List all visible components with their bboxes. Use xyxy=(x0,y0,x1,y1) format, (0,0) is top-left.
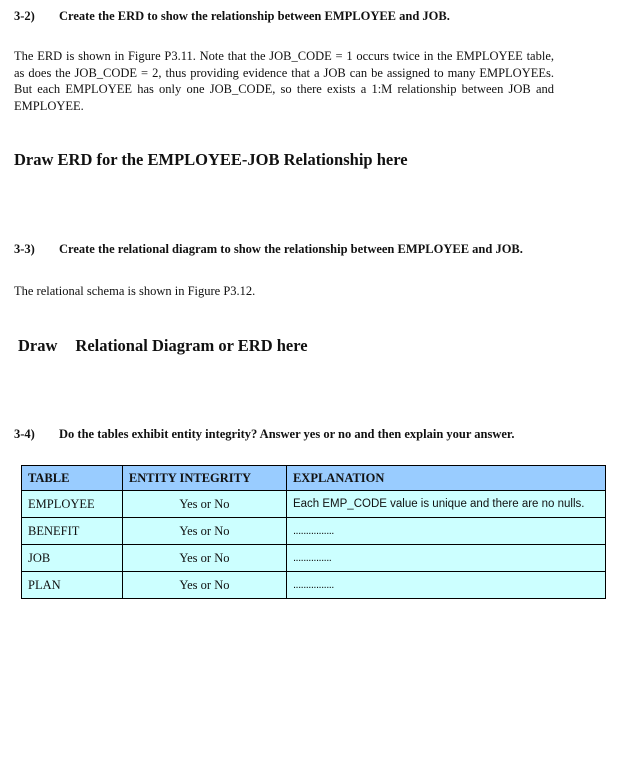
table-row xyxy=(22,545,606,572)
explanation-cell: ............... xyxy=(286,545,605,572)
explanation-cell: Each EMP_CODE value is unique and there are no nulls. xyxy=(286,491,605,518)
question-title-3-3: Create the relational diagram to show the relationship between EMPLOYEE and JOB. xyxy=(59,242,523,256)
table-name-cell: PLAN xyxy=(22,572,123,599)
integrity-cell: Yes or No xyxy=(122,491,286,518)
table-name-cell: JOB xyxy=(22,545,123,572)
draw-erd-prompt: Draw ERD for the EMPLOYEE-JOB Relationship here xyxy=(14,150,408,169)
table-row xyxy=(22,572,606,599)
explanation-cell: ................ xyxy=(286,572,605,599)
question-number-3-3: 3-3) xyxy=(14,242,35,256)
answer-paragraph-3-3: The relational schema is shown in Figure P3.12. xyxy=(14,284,256,298)
column-header-explanation: EXPLANATION xyxy=(286,466,605,491)
explanation-cell: ................ xyxy=(286,518,605,545)
table-row xyxy=(22,518,606,545)
question-title-3-4: Do the tables exhibit entity integrity? Answer yes or no and then explain your answer. xyxy=(59,427,515,441)
entity-integrity-table xyxy=(21,465,606,599)
integrity-cell: Yes or No xyxy=(122,572,286,599)
draw-relational-prompt-word: Draw xyxy=(18,336,58,355)
answer-paragraph-3-2: The ERD is shown in Figure P3.11. Note that the JOB_CODE = 1 occurs twice in the EMPLOYEE table, as does the JOB_CODE = 2, thus providing evidence that a JOB can be assigned to many EMPLOYEEs. But each EMPLOYEE has only one JOB_CODE, so there exists a 1:M relationship between JOB and EMPLOYEE. xyxy=(14,49,554,113)
integrity-cell: Yes or No xyxy=(122,545,286,572)
table-header-row xyxy=(22,466,606,491)
question-number-3-4: 3-4) xyxy=(14,427,35,441)
column-header-entity-integrity: ENTITY INTEGRITY xyxy=(122,466,286,491)
draw-relational-prompt-rest: Relational Diagram or ERD here xyxy=(75,336,308,355)
question-title-3-2: Create the ERD to show the relationship between EMPLOYEE and JOB. xyxy=(59,9,450,23)
table-name-cell: EMPLOYEE xyxy=(22,491,123,518)
column-header-table: TABLE xyxy=(22,466,123,491)
table-row xyxy=(22,491,606,518)
integrity-cell: Yes or No xyxy=(122,518,286,545)
draw-relational-prompt xyxy=(18,336,308,356)
table-name-cell: BENEFIT xyxy=(22,518,123,545)
question-number-3-2: 3-2) xyxy=(14,9,35,23)
